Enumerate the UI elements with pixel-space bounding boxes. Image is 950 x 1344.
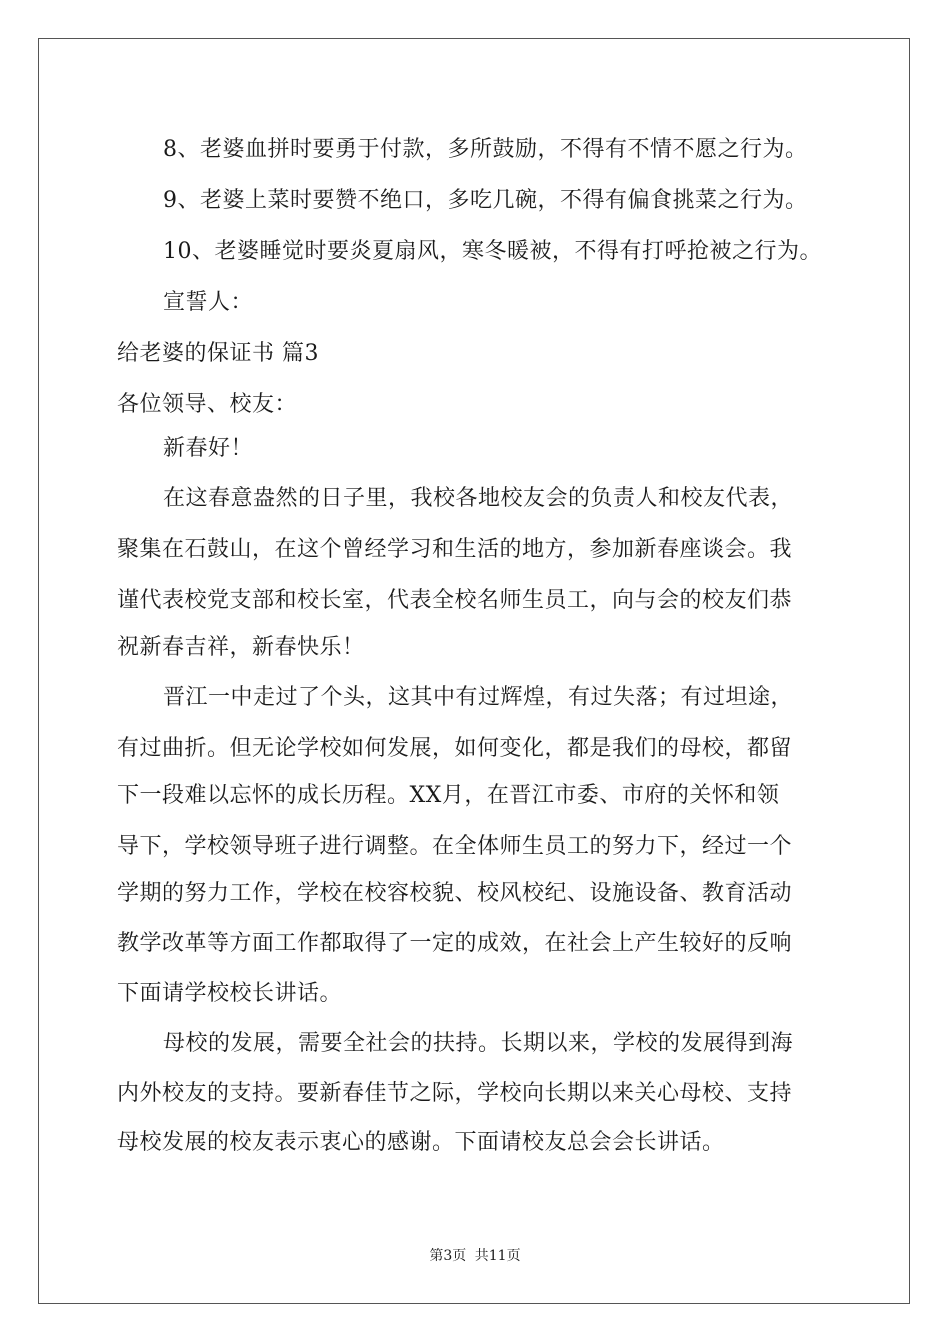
paragraph-1-line-1: 在这春意盎然的日子里，我校各地校友会的负责人和校友代表， — [163, 486, 794, 511]
paragraph-3-line-3: 母校发展的校友表示衷心的感谢。下面请校友总会会长讲话。 — [117, 1130, 725, 1155]
page-footer — [0, 1246, 950, 1266]
paragraph-1-line-4: 祝新春吉祥，新春快乐！ — [117, 635, 365, 660]
rule-item-8: 8、老婆血拼时要勇于付款，多所鼓励，不得有不情不愿之行为。 — [163, 137, 808, 162]
paragraph-2-line-6: 教学改革等方面工作都取得了一定的成效，在社会上产生较好的反响 — [117, 931, 793, 956]
paragraph-3-line-2: 内外校友的支持。要新春佳节之际，学校向长期以来关心母校、支持 — [117, 1081, 793, 1106]
paragraph-2-line-2: 有过曲折。但无论学校如何发展，如何变化，都是我们的母校，都留 — [117, 736, 793, 761]
paragraph-2-line-3: 下一段难以忘怀的成长历程。XX月，在晋江市委、市府的关怀和领 — [117, 783, 780, 808]
page-number: 第3页 — [429, 1248, 467, 1264]
greeting: 新春好！ — [163, 436, 254, 461]
paragraph-2-line-7: 下面请学校校长讲话。 — [117, 981, 343, 1006]
paragraph-3-line-1: 母校的发展，需要全社会的扶持。长期以来，学校的发展得到海 — [163, 1031, 794, 1056]
page-total: 共11页 — [474, 1248, 521, 1264]
salutation: 各位领导、校友： — [117, 392, 298, 417]
section-heading: 给老婆的保证书 篇3 — [117, 341, 319, 366]
signatory-label: 宣誓人： — [163, 290, 254, 315]
paragraph-1-line-2: 聚集在石鼓山，在这个曾经学习和生活的地方，参加新春座谈会。我 — [117, 537, 793, 562]
paragraph-2-line-4: 导下，学校领导班子进行调整。在全体师生员工的努力下，经过一个 — [117, 834, 793, 859]
page-border — [38, 38, 910, 1304]
rule-item-9: 9、老婆上菜时要赞不绝口，多吃几碗，不得有偏食挑菜之行为。 — [163, 188, 808, 213]
paragraph-2-line-1: 晋江一中走过了个头，这其中有过辉煌，有过失落；有过坦途， — [163, 685, 794, 710]
paragraph-1-line-3: 谨代表校党支部和校长室，代表全校名师生员工，向与会的校友们恭 — [117, 588, 793, 613]
paragraph-2-line-5: 学期的努力工作，学校在校容校貌、校风校纪、设施设备、教育活动 — [117, 881, 793, 906]
rule-item-10: 10、老婆睡觉时要炎夏扇风，寒冬暖被，不得有打呼抢被之行为。 — [163, 239, 822, 264]
